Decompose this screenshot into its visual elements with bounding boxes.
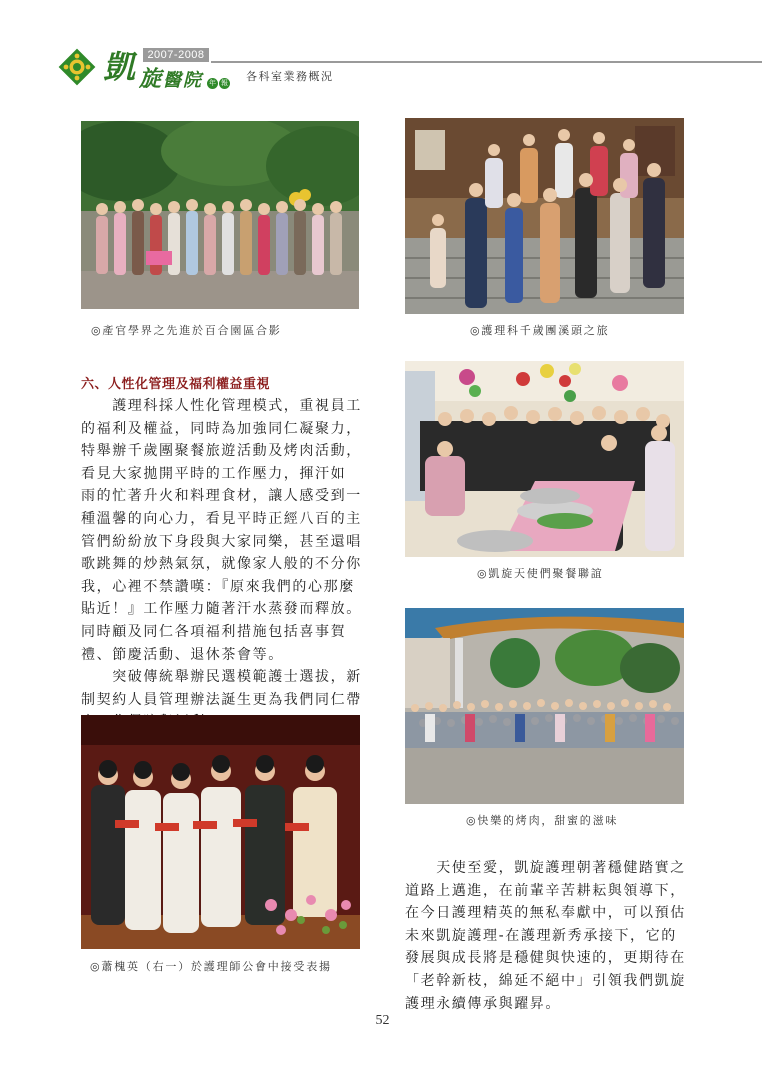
text-line: 護理永續傳承與躍昇。 bbox=[405, 995, 561, 1012]
text-line: 「老幹新枝，綿延不絕中」引領我們凱旋 bbox=[405, 972, 686, 989]
text-line: 我，心裡不禁讚嘆：『原來我們的心那麼 bbox=[81, 578, 355, 595]
section-heading: 六、人性化管理及福利權益重視 bbox=[81, 377, 271, 392]
annual-badge-char: 年 bbox=[209, 79, 216, 87]
text-line: 的福利及權益，同時為加強同仁凝聚力， bbox=[81, 420, 362, 437]
photo-caption: ◎快樂的烤肉，甜蜜的滋味 bbox=[466, 814, 619, 827]
photo-stairs-group bbox=[405, 118, 684, 314]
photo-dinner-party bbox=[405, 361, 684, 557]
annual-badge-char: 報 bbox=[221, 79, 228, 87]
svg-text:凱: 凱 bbox=[103, 48, 136, 86]
page-number: 52 bbox=[375, 1013, 390, 1028]
photo-caption: ◎蕭槐英（右一）於護理師公會中接受表揚 bbox=[90, 960, 332, 973]
text-line: 種溫馨的向心力，看見平時正經八百的主 bbox=[81, 510, 362, 527]
text-line: 同時顧及同仁各項福利措施包括喜事賀 bbox=[81, 623, 347, 640]
text-line: 管們紛紛放下身段與大家同樂，甚至還唱 bbox=[81, 533, 362, 550]
photo-caption: ◎凱旋天使們聚餐聯誼 bbox=[477, 567, 604, 580]
header-subtitle: 各科室業務概況 bbox=[246, 70, 334, 83]
svg-text:院: 院 bbox=[183, 70, 201, 88]
photo-barbecue-group bbox=[405, 608, 684, 804]
annual-report-badge bbox=[207, 70, 243, 87]
text-line: 發展與成長將是穩健與快速的，更期待在 bbox=[405, 950, 686, 967]
text-line: 特舉辦千歲團聚餐旅遊活動及烤肉活動， bbox=[81, 443, 362, 460]
text-line: 歌跳舞的炒熱氣氛，就像家人般的不分你 bbox=[81, 556, 362, 573]
text-line: 雨的忙著升火和料理食材，讓人感受到一 bbox=[81, 488, 362, 505]
text-line: 未來凱旋護理-在護理新秀承接下，它的 bbox=[405, 927, 677, 944]
text-line: 道路上邁進，在前輩辛苦耕耘與領導下， bbox=[405, 882, 686, 899]
text-line: 貼近！』工作壓力隨著汗水蒸發而釋放。 bbox=[81, 601, 362, 618]
closing-paragraph bbox=[405, 857, 687, 1015]
svg-text:旋: 旋 bbox=[139, 66, 162, 88]
text-line: 突破傳統舉辦民選模範護士選拔，新 bbox=[81, 669, 362, 686]
text-line: 護理科採人性化管理模式，重視員工 bbox=[81, 398, 362, 414]
photo-caption: ◎產官學界之先進於百合園區合影 bbox=[91, 324, 282, 337]
text-line: 看見大家拋開平時的工作壓力，揮汗如 bbox=[81, 465, 347, 482]
text-line: 在今日護理精英的無私奉獻中，可以預估 bbox=[405, 905, 686, 922]
body-paragraph bbox=[81, 395, 361, 734]
text-line: 天使至愛，凱旋護理朝著穩健踏實之 bbox=[405, 860, 686, 876]
svg-text:醫: 醫 bbox=[163, 70, 181, 88]
photo-garden-group bbox=[81, 121, 359, 309]
text-line: 制契約人員管理辦法誕生更為我們同仁帶 bbox=[81, 691, 362, 708]
hospital-logo-icon bbox=[58, 48, 96, 86]
photo-caption: ◎護理科千歲團溪頭之旅 bbox=[470, 324, 610, 337]
header-rule bbox=[211, 61, 762, 63]
year-badge: 2007-2008 bbox=[143, 48, 209, 62]
text-line: 禮、節慶活動、退休茶會等。 bbox=[81, 646, 284, 663]
photo-award-ceremony bbox=[81, 715, 360, 949]
